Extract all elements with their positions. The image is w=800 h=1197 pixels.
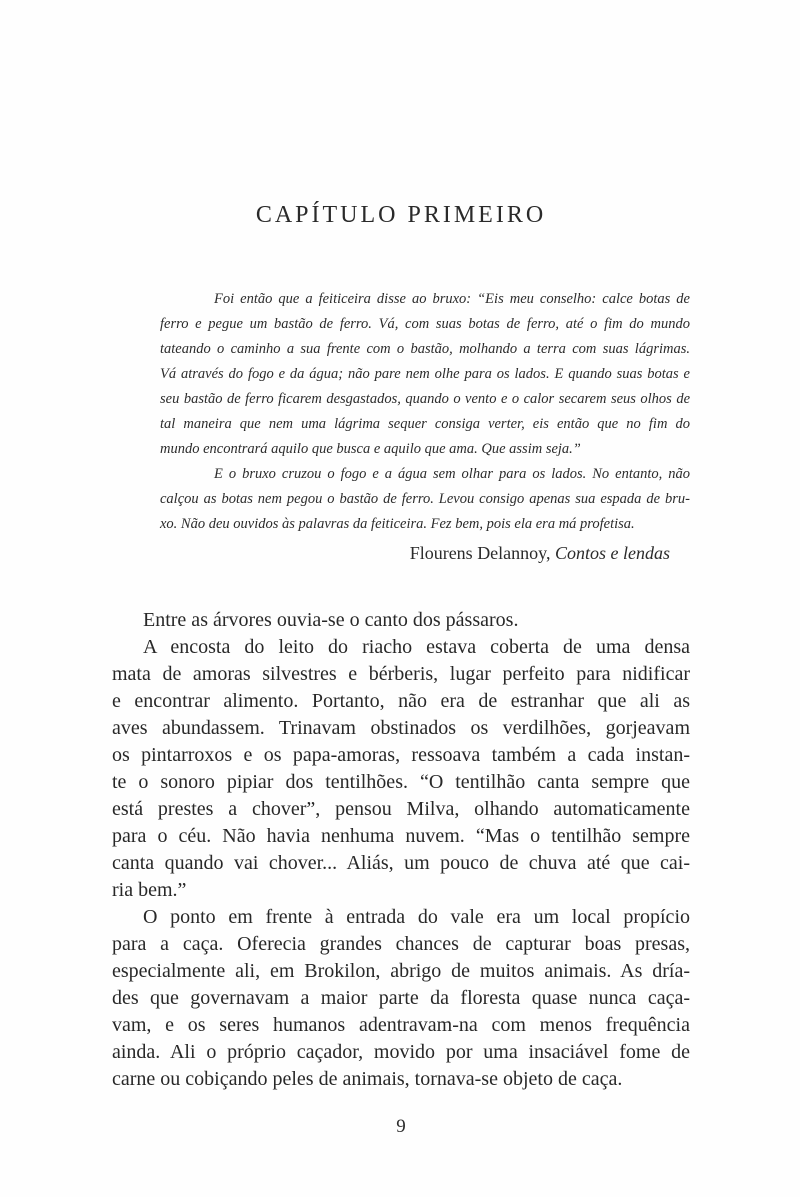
text-line: para o céu. Não havia nenhuma nuvem. “Mas o tentilhão sempre [112,825,690,847]
text-line: Vá através do fogo e da água; não pare nem olhe para os lados. E quando suas botas e [160,366,690,382]
text-line: aves abundassem. Trinavam obstinados os verdilhões, gorjeavam [112,717,690,739]
text-line: mundo encontrará aquilo que busca e aquilo que ama. Que assim seja.” [160,441,581,457]
text-line: os pintarroxos e os papa-amoras, ressoava também a cada instan- [112,744,690,766]
body-text [112,607,690,1093]
text-line: ferro e pegue um bastão de ferro. Vá, com suas botas de ferro, até o fim do mundo [160,316,690,332]
text-line: tateando o caminho a sua frente com o bastão, molhando a terra com suas lágrimas. [160,341,690,357]
text-line: está prestes a chover”, pensou Milva, olhando automaticamente [112,798,690,820]
text-line: especialmente ali, em Brokilon, abrigo de muitos animais. As dría- [112,960,690,982]
chapter-title: CAPÍTULO PRIMEIRO [255,202,547,228]
text-line: seu bastão de ferro ficarem desgastados, quando o vento e o calor secarem seus olhos de [160,391,690,407]
paragraph [112,904,690,1093]
text-line: Entre as árvores ouvia-se o canto dos pássaros. [143,609,519,631]
text-line: O ponto em frente à entrada do vale era um local propício [143,906,690,928]
text-line: Foi então que a feiticeira disse ao bruxo: “Eis meu conselho: calce botas de [214,291,690,307]
text-line: para a caça. Oferecia grandes chances de capturar boas presas, [112,933,690,955]
paragraph [112,634,690,904]
text-line: xo. Não deu ouvidos às palavras da feiticeira. Fez bem, pois ela era má profetisa. [160,516,635,532]
text-line: te o sonoro pipiar dos tentilhões. “O tentilhão canta sempre que [112,771,690,793]
text-line: vam, e os seres humanos adentravam-na com menos frequência [112,1014,690,1036]
text-line: A encosta do leito do riacho estava coberta de uma densa [143,636,690,658]
epigraph-attribution [160,541,690,565]
attribution-author: Flourens Delannoy, [409,543,555,563]
text-line: E o bruxo cruzou o fogo e a água sem olhar para os lados. No entanto, não [214,466,690,482]
text-line: mata de amoras silvestres e bérberis, lugar perfeito para nidificar [112,663,690,685]
text-line: canta quando vai chover... Aliás, um pouco de chuva até que cai- [112,852,690,874]
text-line: carne ou cobiçando peles de animais, tornava-se objeto de caça. [112,1068,623,1090]
text-line: e encontrar alimento. Portanto, não era de estranhar que ali as [112,690,690,712]
page-number: 9 [396,1116,406,1137]
paragraph [160,287,690,462]
text-line: des que governavam a maior parte da floresta quase nunca caça- [112,987,690,1009]
text-line: calçou as botas nem pegou o bastão de ferro. Levou consigo apenas sua espada de bru- [160,491,690,507]
text-block [112,0,690,1139]
paragraph [160,462,690,537]
attribution-work-title: Contos e lendas [555,543,670,563]
text-line: ainda. Ali o próprio caçador, movido por uma insaciável fome de [112,1041,690,1063]
paragraph [112,607,690,634]
text-line: tal maneira que nem uma lágrima sequer consiga verter, eis então que no fim do [160,416,690,432]
epigraph [160,287,690,537]
text-line: ria bem.” [112,879,187,901]
